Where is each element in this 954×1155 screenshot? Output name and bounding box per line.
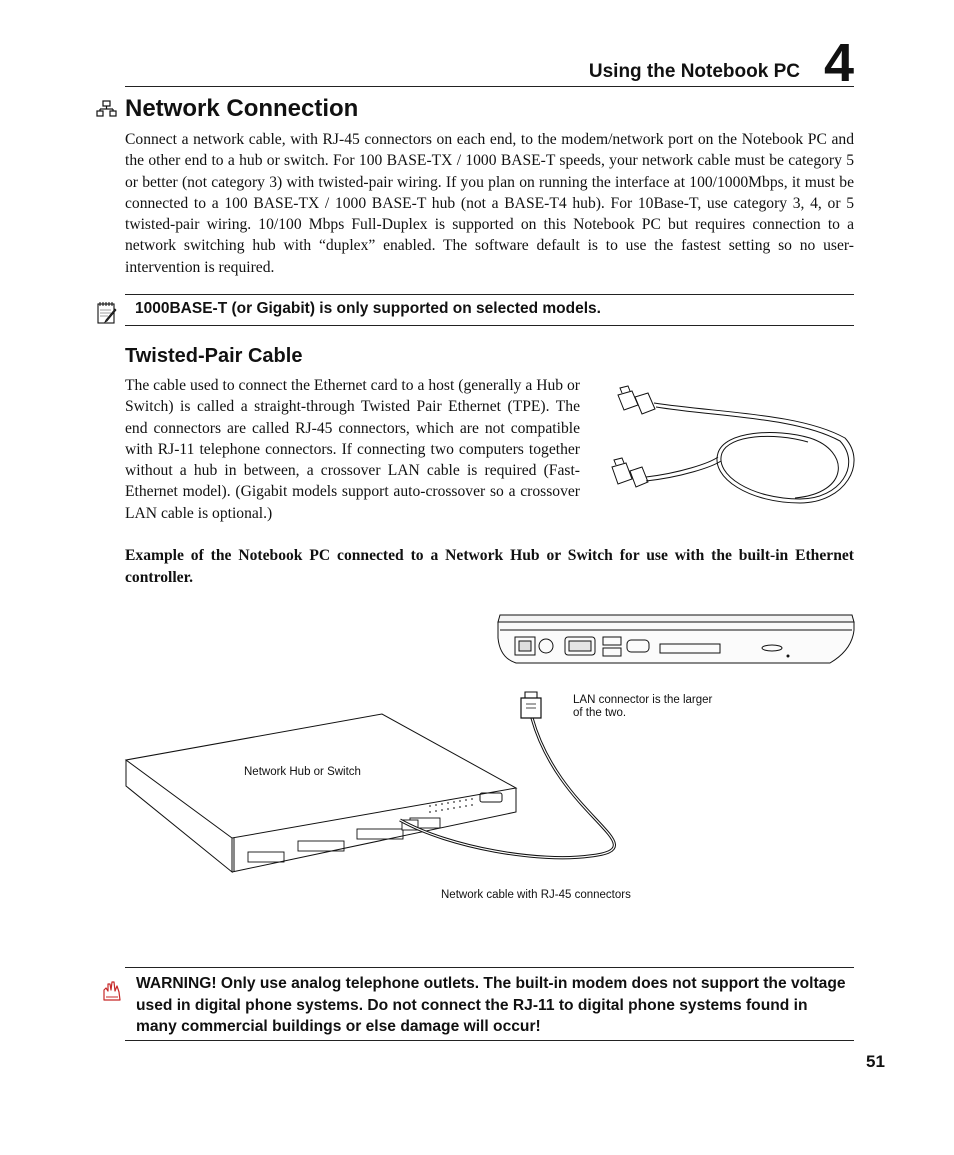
chapter-number: 4: [823, 33, 854, 93]
subsection-title: Twisted-Pair Cable: [125, 345, 303, 367]
lan-connector-label: LAN connector is the larger of the two.: [573, 694, 713, 719]
network-icon: [96, 100, 118, 118]
network-hub: [126, 714, 516, 872]
intro-paragraph: Connect a network cable, with RJ-45 connectors on each end, to the modem/network port on the Notebook PC and the other end to a hub or switch. For 100 BASE-TX / 1000 BASE-T speeds, your network cable must be category 5 or better (not category 3) with twisted-pair wiring. If you plan on running the interface at 100/1000Mbps, it must be connected to a 100 BASE-TX / 1000 BASE-T hub (not a BASE-T4 hub). For 10Base-T, use category 3, 4, or 5 twisted-pair wiring. 10/100 Mbps Full-Duplex is supported on this Notebook PC but requires connection to a network switching hub with “duplex” enabled. The software default is to use the fastest setting so no user-intervention is required.: [125, 131, 854, 276]
hub-label: Network Hub or Switch: [244, 766, 361, 778]
warning-hand-icon: [102, 978, 122, 1002]
section-title: Network Connection: [125, 95, 359, 122]
cable-illustration: [600, 383, 860, 518]
note-text: 1000BASE-T (or Gigabit) is only supported on selected models.: [135, 300, 601, 317]
chapter-title: Using the Notebook PC: [588, 61, 800, 82]
warning-box: [125, 967, 854, 1041]
example-caption: Example of the Notebook PC connected to a Network Hub or Switch for use with the built-in Ethernet controller.: [125, 547, 854, 586]
cable-label: Network cable with RJ-45 connectors: [441, 889, 631, 901]
chapter-header: [125, 33, 854, 93]
cable-paragraph: The cable used to connect the Ethernet card to a host (generally a Hub or Switch) is called a straight-through Twisted Pair Ethernet (TPE). The end connectors are called RJ-45 connectors, which are not compatible with RJ-11 telephone connectors. If connecting two computers together without a hub in between, a crossover LAN cable is required (Fast-Ethernet model). (Gigabit models support auto-crossover so a crossover LAN cable is optional.): [125, 377, 580, 522]
note-box: [125, 294, 854, 326]
notebook-side-view: [498, 615, 854, 663]
warning-text: WARNING! Only use analog telephone outlets. The built-in modem does not support the voltage used in digital phone systems. Do not connect the RJ-11 to digital phone systems found in many commercial buildings or else damage will occur!: [136, 975, 846, 1035]
note-pad-icon: [96, 301, 118, 325]
page-number: 51: [866, 1052, 885, 1071]
connection-diagram: [120, 608, 860, 898]
